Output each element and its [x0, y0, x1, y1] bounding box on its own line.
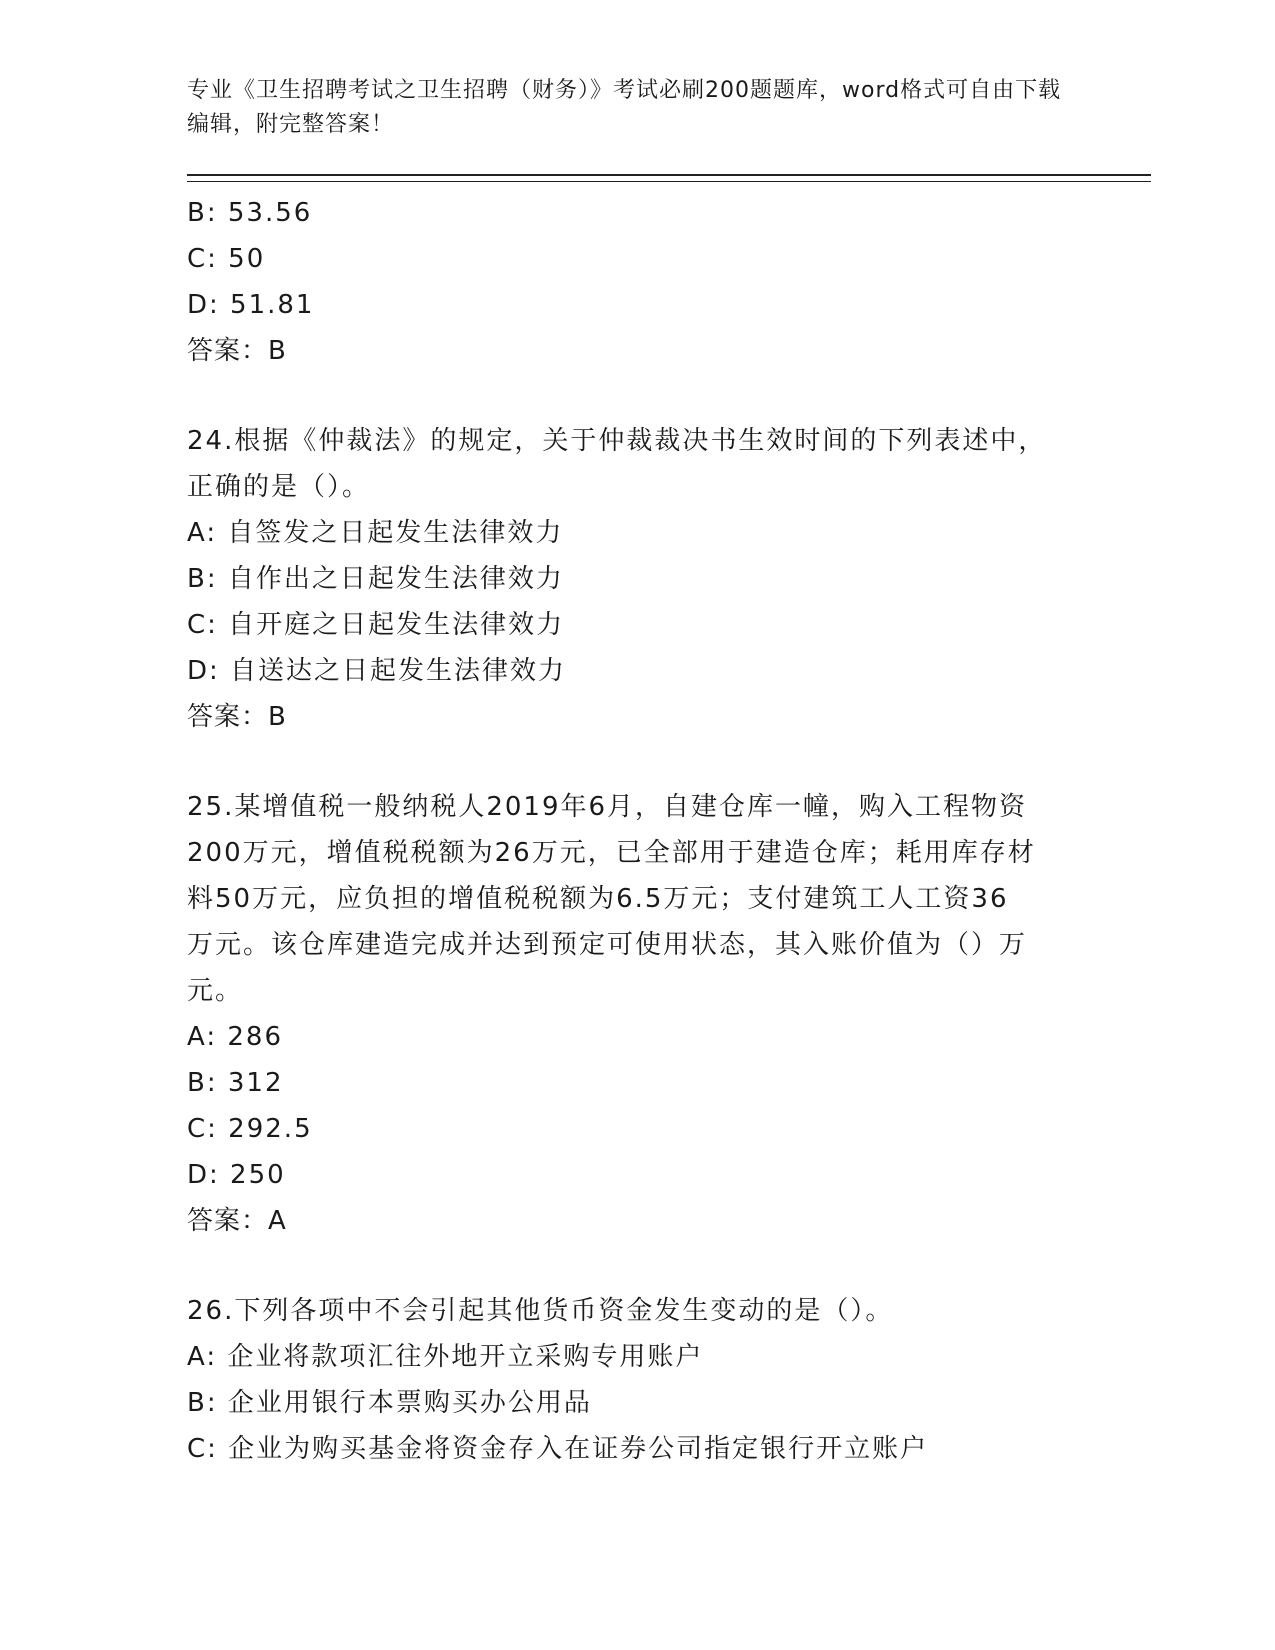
option-a: A: 286: [187, 1022, 283, 1052]
document-body: [187, 190, 1067, 1472]
question-26: [187, 1288, 1067, 1472]
question-25-stem-line-2: 200万元，增值税税额为26万元，已全部用于建造仓库；耗用库存材: [187, 838, 1036, 868]
question-25-stem-line-1: 25.某增值税一般纳税人2019年6月，自建仓库一幢，购入工程物资: [187, 792, 1028, 822]
question-26-stem-line-1: 26.下列各项中不会引起其他货币资金发生变动的是（）。: [187, 1296, 894, 1326]
option-c: C: 企业为购买基金将资金存入在证券公司指定银行开立账户: [187, 1434, 929, 1464]
answer-23: 答案：B: [187, 336, 287, 366]
question-24-stem-line-1: 24.根据《仲裁法》的规定，关于仲裁裁决书生效时间的下列表述中，: [187, 426, 1047, 456]
option-d: D: 自送达之日起发生法律效力: [187, 656, 567, 686]
answer-25: 答案：A: [187, 1206, 287, 1236]
option-a: A: 企业将款项汇往外地开立采购专用账户: [187, 1342, 704, 1372]
option-d: D: 250: [187, 1160, 286, 1190]
question-25-stem-line-5: 元。: [187, 976, 244, 1006]
option-b: B: 312: [187, 1068, 284, 1098]
option-a: A: 自签发之日起发生法律效力: [187, 518, 564, 548]
question-23: [187, 190, 1067, 374]
question-24-stem-line-2: 正确的是（）。: [187, 472, 371, 502]
option-b: B: 53.56: [187, 198, 313, 228]
option-c: C: 50: [187, 244, 266, 274]
question-25: [187, 784, 1067, 1244]
header-divider-thick: [187, 174, 1151, 176]
option-c: C: 自开庭之日起发生法律效力: [187, 610, 565, 640]
question-25-stem-line-4: 万元。该仓库建造完成并达到预定可使用状态，其入账价值为（）万: [187, 930, 1028, 960]
document-header: 专业《卫生招聘考试之卫生招聘（财务）》考试必刷200题题库，word格式可自由下载编辑，附完整答案！: [187, 78, 1062, 137]
header-divider-thin: [187, 181, 1151, 182]
question-25-stem-line-3: 料50万元，应负担的增值税税额为6.5万元；支付建筑工人工资36: [187, 884, 1009, 914]
option-d: D: 51.81: [187, 290, 315, 320]
question-24: [187, 418, 1067, 740]
option-c: C: 292.5: [187, 1114, 313, 1144]
answer-24: 答案：B: [187, 702, 287, 732]
option-b: B: 企业用银行本票购买办公用品: [187, 1388, 592, 1418]
option-b: B: 自作出之日起发生法律效力: [187, 564, 564, 594]
